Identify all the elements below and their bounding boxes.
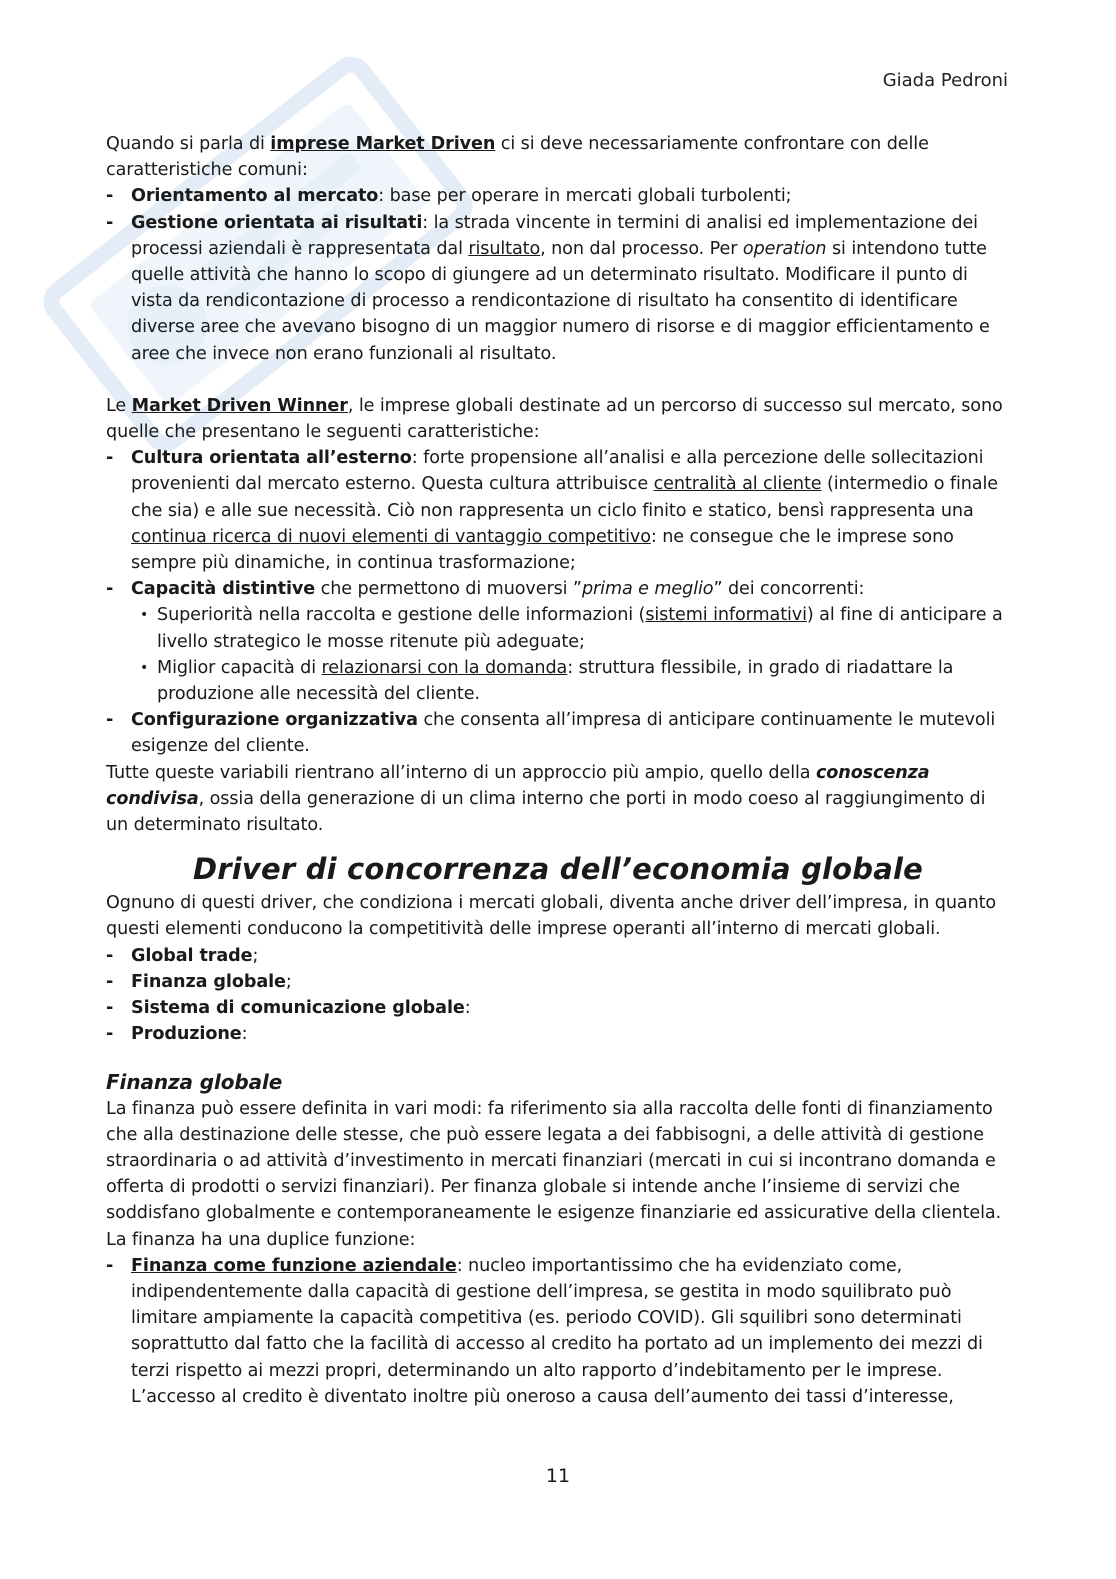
- term-conoscenza-condivisa: conoscenza condivisa: [106, 762, 930, 809]
- market-driven-list: [106, 183, 1010, 366]
- sub-list-item: • Miglior capacità di relazionarsi con la domanda: struttura flessibile, in grado di riadattare la produzione alle necessità del cliente.: [131, 655, 1010, 707]
- underlined-term: continua ricerca di nuovi elementi di vantaggio competitivo: [131, 526, 651, 547]
- list-item: - Capacità distintive che permettono di muoversi ”prima e meglio” dei concorrenti: • Superiorità nella raccolta e gestione delle informazioni (sistemi informativi) al fine di anticipare a livello strategico le mosse ritenute più adeguate; • Miglior capacità di relazionarsi con la domanda: struttura flessibile, in grado di riadattare la produzione alle necessità del cliente.: [106, 576, 1010, 707]
- underlined-term: risultato: [468, 238, 541, 259]
- list-item: - Finanza globale;: [106, 969, 1010, 995]
- intro-paragraph: Quando si parla di imprese Market Driven ci si deve necessariamente confrontare con delle caratteristiche comuni:: [106, 134, 929, 181]
- winner-list: [106, 445, 1010, 759]
- finance-list: [106, 1253, 1010, 1410]
- list-item: - Finanza come funzione aziendale: nucleo importantissimo che ha evidenziato come, indipendentemente dalla capacità di gestione dell’impresa, se gestita in modo squilibrato può limitare ampiamente la capacità competitiva (es. periodo COVID). Gli squilibri sono determinati soprattutto dal fatto che la facilità di accesso al credito ha portato ad un implemento dei mezzi di terzi rispetto ai mezzi propri, determinando un alto rapporto d’indebitamento per le imprese. L’accesso al credito è diventato inoltre più oneroso a causa dell’aumento dei tassi d’interesse,: [106, 1253, 1010, 1410]
- term-market-driven-winner: Market Driven Winner: [131, 395, 348, 416]
- subsection-title: Finanza globale: [106, 1069, 283, 1094]
- list-item: - Configurazione organizzativa che consenta all’impresa di anticipare continuamente le mutevoli esigenze del cliente.: [106, 707, 1010, 759]
- sub-list: [131, 602, 1010, 707]
- page-content: [106, 131, 1010, 1410]
- list-item: - Gestione orientata ai risultati: la strada vincente in termini di analisi ed implementazione dei processi aziendali è rappresentata dal risultato, non dal processo. Per operation si intendono tutte quelle attività che hanno lo scopo di giungere ad un determinato risultato. Modificare il punto di vista da rendicontazione di processo a rendicontazione di risultato ha consentito di identificare diverse aree che avevano bisogno di un maggior numero di risorse e di maggior efficientamento e aree che invece non erano funzionali al risultato.: [106, 210, 1010, 367]
- drivers-list: [106, 943, 1010, 1048]
- list-item: - Sistema di comunicazione globale:: [106, 995, 1010, 1021]
- list-item: - Produzione:: [106, 1021, 1010, 1047]
- term-imprese-market-driven: imprese Market Driven: [270, 134, 496, 154]
- list-item: - Global trade;: [106, 943, 1010, 969]
- section-intro: Ognuno di questi driver, che condiziona i mercati globali, diventa anche driver dell’impresa, in quanto questi elementi conducono la competitività delle imprese operanti all’interno di mercati globali.: [106, 893, 997, 940]
- winner-paragraph: Le Market Driven Winner, le imprese globali destinate ad un percorso di successo sul mercato, sono quelle che presentano le seguenti caratteristiche:: [106, 395, 1003, 443]
- page-number: 11: [545, 1465, 571, 1487]
- underlined-term: relazionarsi con la domanda: [321, 657, 568, 678]
- author-name: Giada Pedroni: [882, 70, 1008, 91]
- finance-paragraph: La finanza può essere definita in vari modi: fa riferimento sia alla raccolta delle fonti di finanziamento che alla destinazione delle stesse, che può essere legata a dei fabbisogni, a delle attività di gestione straordinaria o ad attività d’investimento in mercati finanziari (mercati in cui si incontrano domanda e offerta di prodotti o servizi finanziari). Per finanza globale si intende anche l’insieme di servizi che soddisfano globalmente e contemporaneamente le esigenze finanziarie ed assicurative della clientela. La finanza ha una duplice funzione:: [106, 1098, 1002, 1250]
- underlined-term: centralità al cliente: [653, 474, 822, 495]
- conclusion-paragraph: Tutte queste variabili rientrano all’interno di un approccio più ampio, quello della conoscenza condivisa, ossia della generazione di un clima interno che porti in modo coeso al raggiungimento di un determinato risultato.: [106, 762, 986, 836]
- section-title: Driver di concorrenza dell’economia globale: [192, 852, 924, 887]
- list-item: - Orientamento al mercato: base per operare in mercati globali turbolenti;: [106, 183, 1010, 209]
- sub-list-item: • Superiorità nella raccolta e gestione delle informazioni (sistemi informativi) al fine di anticipare a livello strategico le mosse ritenute più adeguate;: [131, 602, 1010, 654]
- underlined-term: sistemi informativi: [645, 605, 807, 626]
- list-item: - Cultura orientata all’esterno: forte propensione all’analisi e alla percezione delle sollecitazioni provenienti dal mercato esterno. Questa cultura attribuisce centralità al cliente (intermedio o finale che sia) e alle sue necessità. Ciò non rappresenta un ciclo finito e statico, bensì rappresenta una continua ricerca di nuovi elementi di vantaggio competitivo: ne consegue che le imprese sono sempre più dinamiche, in continua trasformazione;: [106, 445, 1010, 576]
